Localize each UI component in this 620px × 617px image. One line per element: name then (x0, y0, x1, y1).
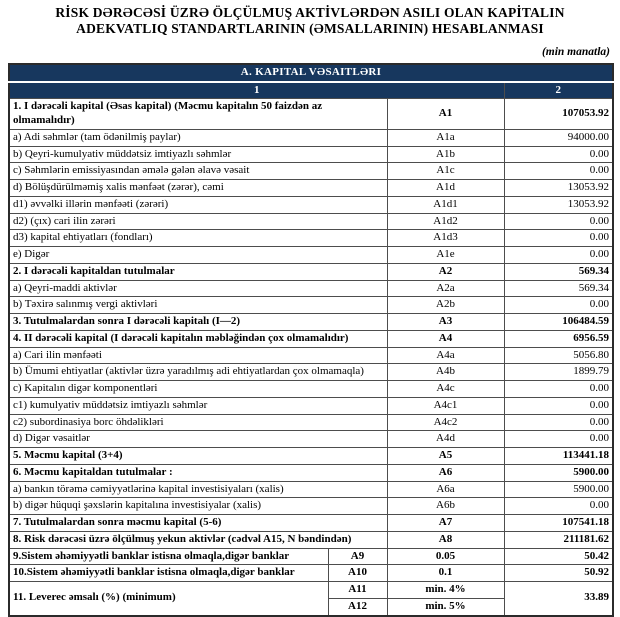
row-code: A2a (387, 280, 504, 297)
row-label: b) Ümumi ehtiyatlar (aktivlər üzrə yaradılmış adi ehtiyatlardan çox olmamaqla) (9, 364, 387, 381)
row-ratio: 0.05 (387, 548, 504, 565)
row-code: A4c2 (387, 414, 504, 431)
row-value: 569.34 (504, 263, 613, 280)
row-label: d) Digər vəsaitlər (9, 431, 387, 448)
row-label: 3. Tutulmalardan sonra I dərəcəli kapitalı (I—2) (9, 314, 387, 331)
row-value: 0.00 (504, 163, 613, 180)
row-value: 5900.00 (504, 464, 613, 481)
row-label: c) Kapitalın digər komponentləri (9, 381, 387, 398)
row-label: b) Təxirə salınmış vergi aktivləri (9, 297, 387, 314)
row-code: A1 (387, 99, 504, 130)
table-row (9, 381, 613, 398)
row-label: 7. Tutulmalardan sonra məcmu kapital (5-6) (9, 515, 387, 532)
table-row (9, 531, 613, 548)
row-value: 0.00 (504, 397, 613, 414)
row-label: 5. Məcmu kapital (3+4) (9, 448, 387, 465)
row-value: 50.92 (504, 565, 613, 582)
row-value: 0.00 (504, 381, 613, 398)
row-label: d3) kapital ehtiyatları (fondları) (9, 230, 387, 247)
row-label: a) bankın törəmə cəmiyyətlərinə kapital investisiyaları (xalis) (9, 481, 387, 498)
row-code: A1d3 (387, 230, 504, 247)
row-value: 0.00 (504, 431, 613, 448)
row-value: 569.34 (504, 280, 613, 297)
row-ratio: 0.1 (387, 565, 504, 582)
row-code: A6a (387, 481, 504, 498)
table-row (9, 548, 613, 565)
row-value: 0.00 (504, 498, 613, 515)
column-header-1: 1 (9, 82, 504, 99)
row-code: A10 (328, 565, 387, 582)
row-code: A9 (328, 548, 387, 565)
row-code: A1d (387, 180, 504, 197)
row-label: 4. II dərəcəli kapital (I dərəcəli kapitalın məbləğindən çox olmamalıdır) (9, 330, 387, 347)
row-label: a) Qeyri-maddi aktivlər (9, 280, 387, 297)
row-code: A4c (387, 381, 504, 398)
row-code: A8 (387, 531, 504, 548)
row-code: A6b (387, 498, 504, 515)
row-value: 94000.00 (504, 129, 613, 146)
table-row (9, 297, 613, 314)
row-code: A1c (387, 163, 504, 180)
table-row (9, 414, 613, 431)
row-value: 13053.92 (504, 180, 613, 197)
row-label: b) Qeyri-kumulyativ müddətsiz imtiyazlı səhmlər (9, 146, 387, 163)
table-row (9, 280, 613, 297)
table-row (9, 99, 613, 130)
capital-table (8, 63, 614, 617)
section-header-row (9, 64, 613, 82)
table-row (9, 146, 613, 163)
row-value: 0.00 (504, 297, 613, 314)
row-value: 106484.59 (504, 314, 613, 331)
row-value: 1899.79 (504, 364, 613, 381)
row-code: A7 (387, 515, 504, 532)
table-row (9, 515, 613, 532)
row-code: A4d (387, 431, 504, 448)
row-label: c) Səhmlərin emissiyasından əmələ gələn əlavə vəsait (9, 163, 387, 180)
row-value: 0.00 (504, 213, 613, 230)
row-value: 50.42 (504, 548, 613, 565)
table-row (9, 347, 613, 364)
row-code: A6 (387, 464, 504, 481)
row-code: A1d2 (387, 213, 504, 230)
row-code: A1a (387, 129, 504, 146)
table-row (9, 247, 613, 264)
row-label: 2. I dərəcəli kapitaldan tutulmalar (9, 263, 387, 280)
row-ratio: min. 4% (387, 582, 504, 599)
row-label: 1. I dərəcəli kapital (Əsas kapital) (Məcmu kapitalın 50 faizdən az olmamalıdır) (9, 99, 387, 130)
title-line-2: ADEKVATLIQ STANDARTLARININ (ƏMSALLARININ) HESABLANMASI (76, 20, 544, 36)
row-label: 8. Risk dərəcəsi üzrə ölçülmuş yekun aktivlər (cədvəl A15, N bəndindən) (9, 531, 387, 548)
row-value: 13053.92 (504, 196, 613, 213)
row-value: 0.00 (504, 146, 613, 163)
row-code: A11 (328, 582, 387, 599)
row-value: 107053.92 (504, 99, 613, 130)
row-label: d) Bölüşdürülməmiş xalis mənfəət (zərər), cəmi (9, 180, 387, 197)
row-code: A1e (387, 247, 504, 264)
table-row (9, 330, 613, 347)
row-code: A4a (387, 347, 504, 364)
row-label: e) Digər (9, 247, 387, 264)
table-row (9, 129, 613, 146)
row-value: 0.00 (504, 230, 613, 247)
table-row (9, 431, 613, 448)
row-value: 33.89 (504, 582, 613, 616)
row-value: 211181.62 (504, 531, 613, 548)
row-label: a) Cari ilin mənfəəti (9, 347, 387, 364)
table-row (9, 263, 613, 280)
document-title (0, 0, 620, 37)
row-label: b) digər hüquqi şəxslərin kapitalına investisiyalar (xalis) (9, 498, 387, 515)
row-value: 5056.80 (504, 347, 613, 364)
row-code: A2 (387, 263, 504, 280)
row-value: 6956.59 (504, 330, 613, 347)
capital-table-head (9, 64, 613, 99)
row-label: a) Adi səhmlər (tam ödənilmiş paylar) (9, 129, 387, 146)
row-code: A1d1 (387, 196, 504, 213)
row-label: c2) subordinasiya borc öhdəlikləri (9, 414, 387, 431)
table-row (9, 213, 613, 230)
row-label: 10.Sistem əhəmiyyətli banklar istisna olmaqla,digər banklar (9, 565, 328, 582)
unit-note: (min manatla) (541, 45, 610, 58)
table-row (9, 582, 613, 599)
row-value: 107541.18 (504, 515, 613, 532)
capital-table-body (9, 99, 613, 616)
row-value: 0.00 (504, 414, 613, 431)
table-row (9, 230, 613, 247)
title-line-1: RİSK DƏRƏCƏSİ ÜZRƏ ÖLÇÜLMUŞ AKTİVLƏRDƏN ASILI OLAN KAPİTALIN (55, 5, 565, 20)
row-label: 6. Məcmu kapitaldan tutulmalar : (9, 464, 387, 481)
table-row (9, 464, 613, 481)
row-label: c1) kumulyativ müddətsiz imtiyazlı səhmlər (9, 397, 387, 414)
table-row (9, 196, 613, 213)
column-header-2: 2 (504, 82, 613, 99)
row-value: 113441.18 (504, 448, 613, 465)
table-row (9, 314, 613, 331)
row-code: A4b (387, 364, 504, 381)
row-label: d1) əvvəlki illərin mənfəəti (zərəri) (9, 196, 387, 213)
column-header-row (9, 82, 613, 99)
table-row (9, 364, 613, 381)
row-code: A4c1 (387, 397, 504, 414)
row-ratio: min. 5% (387, 598, 504, 615)
table-row (9, 448, 613, 465)
row-value: 5900.00 (504, 481, 613, 498)
row-code: A12 (328, 598, 387, 615)
table-row (9, 180, 613, 197)
row-code: A3 (387, 314, 504, 331)
table-row (9, 565, 613, 582)
row-label: 11. Leverec əmsalı (%) (minimum) (9, 582, 328, 616)
table-row (9, 498, 613, 515)
section-header: A. KAPITAL VƏSAITLƏRI (9, 64, 613, 82)
row-code: A2b (387, 297, 504, 314)
row-label: d2) (çıx) cari ilin zərəri (9, 213, 387, 230)
row-value: 0.00 (504, 247, 613, 264)
table-row (9, 481, 613, 498)
table-row (9, 163, 613, 180)
row-code: A4 (387, 330, 504, 347)
table-row (9, 397, 613, 414)
row-code: A1b (387, 146, 504, 163)
row-label: 9.Sistem əhəmiyyətli banklar istisna olmaqla,digər banklar (9, 548, 328, 565)
row-code: A5 (387, 448, 504, 465)
